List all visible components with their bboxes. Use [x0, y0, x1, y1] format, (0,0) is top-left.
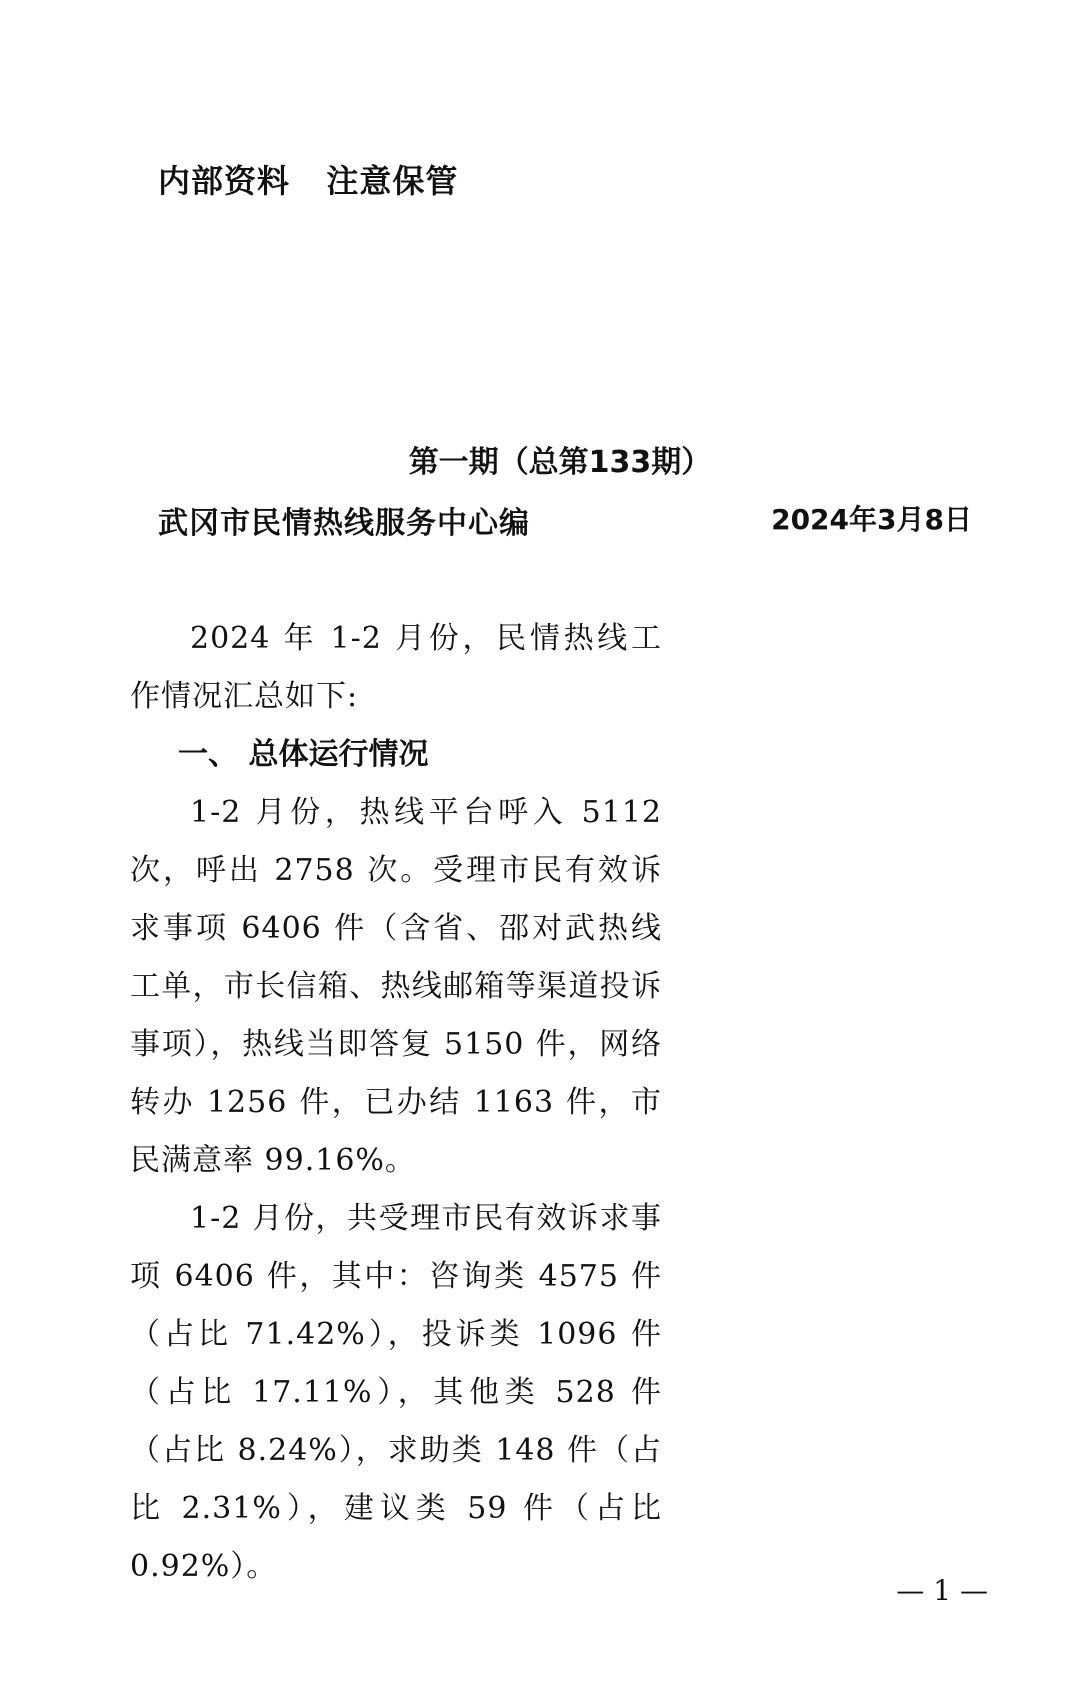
intro-paragraph: 2024 年 1-2 月份，民情热线工作情况汇总如下: [130, 621, 662, 714]
section-heading: 一、 总体运行情况 [178, 737, 429, 772]
operation-paragraph: 1-2 月份，热线平台呼入 5112 次，呼出 2758 次。受理市民有效诉求事项 6406 件（含省、邵对武热线工单，市长信箱、热线邮箱等渠道投诉事项），热线当即答复 5150 件，网络转办 1256 件，已办结 1163 件，市民满意率 99.16%。 [130, 795, 662, 1178]
confidential-notice: 内部资料 注意保管 [158, 162, 459, 200]
document-body [130, 610, 662, 1596]
editor-line: 武冈市民情热线服务中心编 [158, 506, 530, 541]
publish-date: 2024年3月8日 [771, 503, 972, 536]
page-number: — 1 — [896, 1574, 988, 1607]
category-paragraph: 1-2 月份，共受理市民有效诉求事项 6406 件，其中：咨询类 4575 件（占比 71.42%），投诉类 1096 件（占比 17.11%），其他类 528 件（占比 8.24%），求助类 148 件（占比 2.31%），建议类 59 件（占比 0.92%）。 [130, 1201, 662, 1584]
issue-number: 第一期（总第133期） [408, 445, 712, 480]
